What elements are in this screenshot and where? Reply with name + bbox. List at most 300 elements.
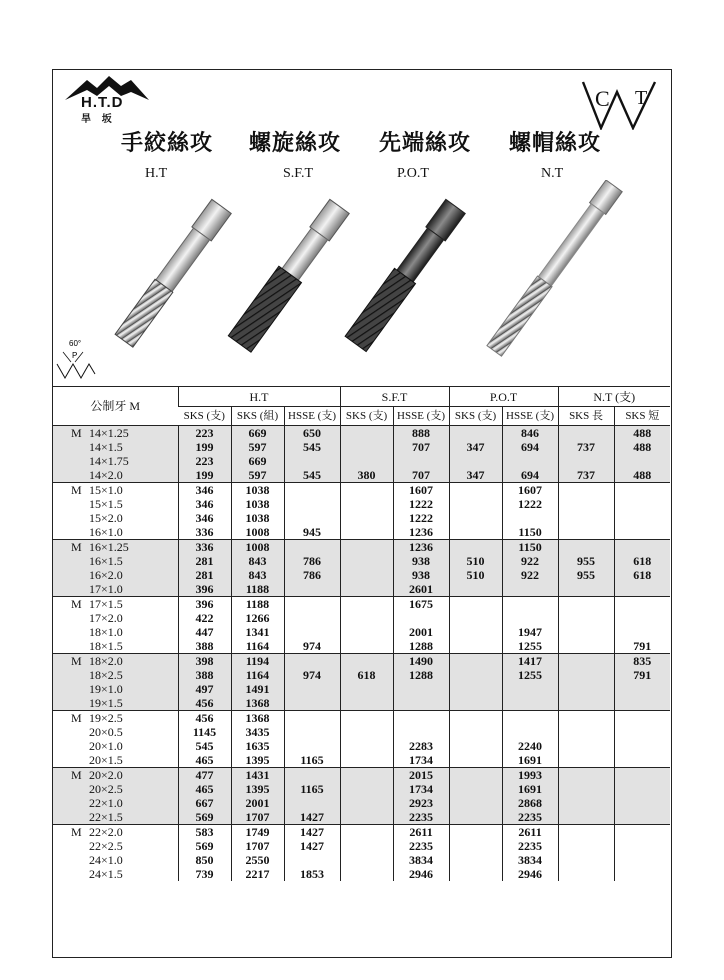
price-cell: 346 [178, 497, 231, 511]
price-cell: 737 [558, 440, 614, 454]
price-cell [449, 525, 502, 540]
price-cell: 1395 [231, 753, 284, 768]
price-cell [502, 582, 558, 597]
table-row [53, 768, 670, 783]
price-cell: 199 [178, 440, 231, 454]
price-cell [449, 810, 502, 825]
category-code-pot: P.O.T [397, 166, 429, 181]
thread-size-cell [53, 768, 178, 783]
price-cell [449, 483, 502, 498]
price-cell [393, 725, 449, 739]
price-cell: 955 [558, 568, 614, 582]
table-row [53, 682, 670, 696]
price-cell: 2283 [393, 739, 449, 753]
price-cell [449, 753, 502, 768]
price-cell [449, 497, 502, 511]
thread-size: 20×2.5 [89, 782, 123, 796]
price-cell: 488 [614, 426, 670, 441]
price-cell [558, 711, 614, 726]
price-cell: 707 [393, 440, 449, 454]
category-title-nt: 螺帽絲攻 [509, 130, 602, 156]
price-cell: 597 [231, 468, 284, 483]
price-cell: 850 [178, 853, 231, 867]
price-cell: 477 [178, 768, 231, 783]
price-cell [340, 725, 393, 739]
price-cell [558, 654, 614, 669]
price-cell [558, 483, 614, 498]
mark-letter-c: C [595, 86, 610, 111]
price-cell [558, 426, 614, 441]
price-cell: 1395 [231, 782, 284, 796]
price-cell [502, 682, 558, 696]
price-cell [340, 696, 393, 711]
header-group-nt: N.T (支) [558, 387, 670, 407]
thread-size-cell [53, 753, 178, 768]
price-cell [340, 483, 393, 498]
thread-size-cell [53, 782, 178, 796]
price-cell [449, 511, 502, 525]
table-row [53, 568, 670, 582]
price-cell: 1417 [502, 654, 558, 669]
price-cell: 545 [284, 440, 340, 454]
price-cell: 618 [614, 568, 670, 582]
price-cell [558, 611, 614, 625]
brand-subtitle: 旱 坂 [81, 114, 116, 125]
price-cell: 1266 [231, 611, 284, 625]
price-cell: 843 [231, 568, 284, 582]
category-code-ht: H.T [145, 166, 168, 181]
price-cell: 737 [558, 468, 614, 483]
price-cell [449, 682, 502, 696]
price-cell [284, 654, 340, 669]
price-cell [614, 753, 670, 768]
thread-size: 24×1.5 [89, 867, 123, 881]
price-cell [284, 483, 340, 498]
table-row [53, 796, 670, 810]
table-row [53, 853, 670, 867]
price-cell: 618 [340, 668, 393, 682]
price-cell: 1993 [502, 768, 558, 783]
header-group-sft: S.F.T [340, 387, 449, 407]
price-cell: 1635 [231, 739, 284, 753]
thread-size: 19×1.0 [89, 682, 123, 696]
price-cell [558, 639, 614, 654]
price-cell [340, 497, 393, 511]
price-cell [614, 540, 670, 555]
thread-size: 20×2.0 [89, 768, 123, 782]
price-cell: 2001 [231, 796, 284, 810]
price-cell: 846 [502, 426, 558, 441]
price-cell [284, 768, 340, 783]
price-cell: 396 [178, 582, 231, 597]
table-row [53, 440, 670, 454]
price-cell [558, 739, 614, 753]
price-cell [393, 454, 449, 468]
table-row [53, 611, 670, 625]
price-cell: 347 [449, 468, 502, 483]
price-cell [340, 440, 393, 454]
price-cell: 1236 [393, 525, 449, 540]
price-cell [502, 611, 558, 625]
price-cell [393, 611, 449, 625]
price-cell [449, 711, 502, 726]
price-cell: 2946 [393, 867, 449, 881]
price-cell [558, 753, 614, 768]
price-cell [449, 696, 502, 711]
price-cell: 2868 [502, 796, 558, 810]
price-cell: 694 [502, 440, 558, 454]
header-sub: SKS 長 [558, 407, 614, 426]
price-cell: 497 [178, 682, 231, 696]
table-group [53, 540, 670, 597]
price-cell [502, 597, 558, 612]
price-cell: 346 [178, 483, 231, 498]
price-cell [558, 511, 614, 525]
price-cell [393, 696, 449, 711]
price-cell [449, 668, 502, 682]
thread-size: 20×0.5 [89, 725, 123, 739]
price-cell [449, 639, 502, 654]
price-cell [284, 625, 340, 639]
price-cell: 1427 [284, 839, 340, 853]
price-cell: 465 [178, 782, 231, 796]
table-group [53, 825, 670, 882]
price-cell: 223 [178, 426, 231, 441]
thread-size-cell [53, 725, 178, 739]
price-cell [340, 426, 393, 441]
price-cell [340, 525, 393, 540]
price-cell: 2923 [393, 796, 449, 810]
price-cell: 669 [231, 454, 284, 468]
price-cell: 1368 [231, 711, 284, 726]
thread-size-cell [53, 454, 178, 468]
price-cell: 786 [284, 554, 340, 568]
thread-size: 14×1.25 [89, 426, 129, 440]
price-cell: 1038 [231, 511, 284, 525]
price-cell [614, 597, 670, 612]
price-cell: 1145 [178, 725, 231, 739]
price-cell: 1222 [393, 511, 449, 525]
table-row [53, 782, 670, 796]
thread-size-cell [53, 682, 178, 696]
table-group [53, 483, 670, 540]
price-cell [614, 611, 670, 625]
price-cell [340, 654, 393, 669]
price-cell: 2240 [502, 739, 558, 753]
price-cell [558, 853, 614, 867]
thread-size-cell [53, 696, 178, 711]
cwt-mark-icon [577, 76, 663, 130]
table-group [53, 654, 670, 711]
price-cell: 388 [178, 639, 231, 654]
thread-size-cell [53, 611, 178, 625]
price-cell [558, 796, 614, 810]
price-cell: 3834 [502, 853, 558, 867]
price-cell: 1691 [502, 782, 558, 796]
price-cell [614, 711, 670, 726]
table-row [53, 468, 670, 483]
price-cell: 347 [449, 440, 502, 454]
price-cell: 1341 [231, 625, 284, 639]
header-sub: SKS 短 [614, 407, 670, 426]
price-cell: 1707 [231, 839, 284, 853]
thread-size: 19×1.5 [89, 696, 123, 710]
price-cell [340, 511, 393, 525]
price-cell: 2235 [502, 810, 558, 825]
price-cell: 465 [178, 753, 231, 768]
price-cell: 1150 [502, 540, 558, 555]
price-cell [558, 810, 614, 825]
price-cell: 597 [231, 440, 284, 454]
price-cell [558, 825, 614, 840]
price-cell: 346 [178, 511, 231, 525]
price-cell [340, 782, 393, 796]
category-title-pot: 先端絲攻 [379, 130, 472, 156]
price-cell: 938 [393, 554, 449, 568]
price-cell [449, 454, 502, 468]
thread-size: 14×2.0 [89, 468, 123, 482]
price-cell [502, 725, 558, 739]
category-code-sft: S.F.T [283, 166, 314, 181]
price-cell: 456 [178, 696, 231, 711]
price-cell [340, 639, 393, 654]
price-cell [614, 511, 670, 525]
price-cell: 1675 [393, 597, 449, 612]
header-sub: SKS (支) [449, 407, 502, 426]
price-cell [340, 711, 393, 726]
price-cell: 786 [284, 568, 340, 582]
thread-size: 20×1.0 [89, 739, 123, 753]
table-row [53, 454, 670, 468]
table-group [53, 597, 670, 654]
price-cell [284, 611, 340, 625]
price-cell: 1288 [393, 668, 449, 682]
price-cell: 974 [284, 668, 340, 682]
price-cell: 199 [178, 468, 231, 483]
price-cell [558, 696, 614, 711]
price-cell: 2611 [502, 825, 558, 840]
price-cell: 739 [178, 867, 231, 881]
price-cell: 2015 [393, 768, 449, 783]
price-cell [614, 768, 670, 783]
price-cell: 1947 [502, 625, 558, 639]
price-cell [284, 711, 340, 726]
price-cell: 1038 [231, 483, 284, 498]
header-sub: HSSE (支) [393, 407, 449, 426]
price-cell: 1236 [393, 540, 449, 555]
thread-size: 18×2.5 [89, 668, 123, 682]
price-cell: 1853 [284, 867, 340, 881]
price-cell: 510 [449, 568, 502, 582]
price-cell [449, 654, 502, 669]
price-cell [449, 796, 502, 810]
price-cell [558, 582, 614, 597]
price-cell: 569 [178, 839, 231, 853]
price-cell [284, 582, 340, 597]
table-row [53, 668, 670, 682]
price-cell: 1368 [231, 696, 284, 711]
price-cell [340, 597, 393, 612]
header-group-pot: P.O.T [449, 387, 558, 407]
price-cell [614, 725, 670, 739]
thread-size: 16×1.5 [89, 554, 123, 568]
thread-size-cell [53, 511, 178, 525]
thread-size: 15×2.0 [89, 511, 123, 525]
price-cell [449, 625, 502, 639]
price-cell: 1749 [231, 825, 284, 840]
thread-size: 15×1.5 [89, 497, 123, 511]
price-cell: 1255 [502, 668, 558, 682]
price-cell [614, 739, 670, 753]
table-row [53, 554, 670, 568]
price-cell [614, 682, 670, 696]
price-cell: 1150 [502, 525, 558, 540]
price-cell [340, 739, 393, 753]
price-cell [284, 511, 340, 525]
price-cell: 1164 [231, 639, 284, 654]
table-row [53, 696, 670, 711]
price-cell: 922 [502, 554, 558, 568]
metric-prefix: M [71, 825, 82, 839]
price-cell: 2946 [502, 867, 558, 881]
price-cell [340, 839, 393, 853]
header-sub: SKS (組) [231, 407, 284, 426]
header-metric-thread: 公制牙 M [53, 387, 178, 426]
price-cell: 3435 [231, 725, 284, 739]
header-group-ht: H.T [178, 387, 340, 407]
price-cell: 707 [393, 468, 449, 483]
price-cell [340, 682, 393, 696]
price-cell [614, 625, 670, 639]
price-cell [284, 725, 340, 739]
price-cell [449, 582, 502, 597]
thread-size: 22×2.0 [89, 825, 123, 839]
header-sub: SKS (支) [178, 407, 231, 426]
price-cell: 1255 [502, 639, 558, 654]
price-cell [284, 853, 340, 867]
tap-sft-image [228, 198, 351, 352]
price-cell: 569 [178, 810, 231, 825]
table-row [53, 867, 670, 881]
table-row [53, 825, 670, 840]
price-cell: 1431 [231, 768, 284, 783]
price-cell [614, 696, 670, 711]
price-cell: 1707 [231, 810, 284, 825]
thread-size-cell [53, 668, 178, 682]
category-title-sft: 螺旋絲攻 [249, 130, 342, 156]
price-cell [340, 625, 393, 639]
price-cell: 1607 [393, 483, 449, 498]
price-cell: 510 [449, 554, 502, 568]
thread-size-cell [53, 711, 178, 726]
thread-size-cell [53, 540, 178, 555]
price-cell [614, 796, 670, 810]
price-cell [502, 511, 558, 525]
thread-size: 18×1.0 [89, 625, 123, 639]
price-cell: 945 [284, 525, 340, 540]
price-cell: 545 [178, 739, 231, 753]
price-cell: 1734 [393, 782, 449, 796]
thread-size: 22×1.5 [89, 810, 123, 824]
thread-size-cell [53, 739, 178, 753]
price-cell: 456 [178, 711, 231, 726]
price-cell: 2235 [393, 810, 449, 825]
price-cell [393, 711, 449, 726]
metric-prefix: M [71, 426, 82, 440]
thread-size: 14×1.75 [89, 454, 129, 468]
thread-size: 22×2.5 [89, 839, 123, 853]
thread-angle-label: 60° [69, 339, 82, 348]
price-cell: 1164 [231, 668, 284, 682]
thread-size: 18×1.5 [89, 639, 123, 653]
price-cell [449, 839, 502, 853]
price-cell [558, 625, 614, 639]
price-cell: 1607 [502, 483, 558, 498]
price-cell [449, 426, 502, 441]
thread-size-cell [53, 525, 178, 540]
table-row [53, 810, 670, 825]
price-cell [449, 825, 502, 840]
price-cell: 1427 [284, 810, 340, 825]
table-group [53, 426, 670, 483]
thread-size: 20×1.5 [89, 753, 123, 767]
price-cell [340, 582, 393, 597]
price-cell [340, 611, 393, 625]
price-cell [614, 497, 670, 511]
price-cell [502, 711, 558, 726]
table-row [53, 639, 670, 654]
thread-size: 17×2.0 [89, 611, 123, 625]
price-cell [449, 782, 502, 796]
price-cell: 583 [178, 825, 231, 840]
price-cell [558, 768, 614, 783]
thread-size-cell [53, 440, 178, 454]
price-cell: 1165 [284, 753, 340, 768]
price-cell [449, 739, 502, 753]
price-cell [502, 696, 558, 711]
price-cell: 922 [502, 568, 558, 582]
table-group [53, 768, 670, 825]
price-cell [614, 853, 670, 867]
price-cell [558, 725, 614, 739]
price-cell: 396 [178, 597, 231, 612]
price-cell: 835 [614, 654, 670, 669]
price-cell: 2001 [393, 625, 449, 639]
mark-letter-w: W [577, 76, 578, 77]
price-cell: 955 [558, 554, 614, 568]
price-cell [558, 867, 614, 881]
table-row [53, 625, 670, 639]
table-group [53, 711, 670, 768]
price-cell: 1734 [393, 753, 449, 768]
tap-ht-image [114, 199, 231, 347]
thread-size-cell [53, 625, 178, 639]
price-cell [614, 839, 670, 853]
thread-size-cell [53, 554, 178, 568]
price-cell [340, 810, 393, 825]
price-table [53, 386, 670, 881]
thread-size: 17×1.5 [89, 597, 123, 611]
price-cell [449, 611, 502, 625]
thread-size-cell [53, 597, 178, 612]
thread-size: 16×1.0 [89, 525, 123, 539]
table-row [53, 753, 670, 768]
metric-prefix: M [71, 597, 82, 611]
price-cell [449, 725, 502, 739]
mark-letter-t: T [635, 87, 648, 109]
price-cell: 3834 [393, 853, 449, 867]
price-cell: 1038 [231, 497, 284, 511]
